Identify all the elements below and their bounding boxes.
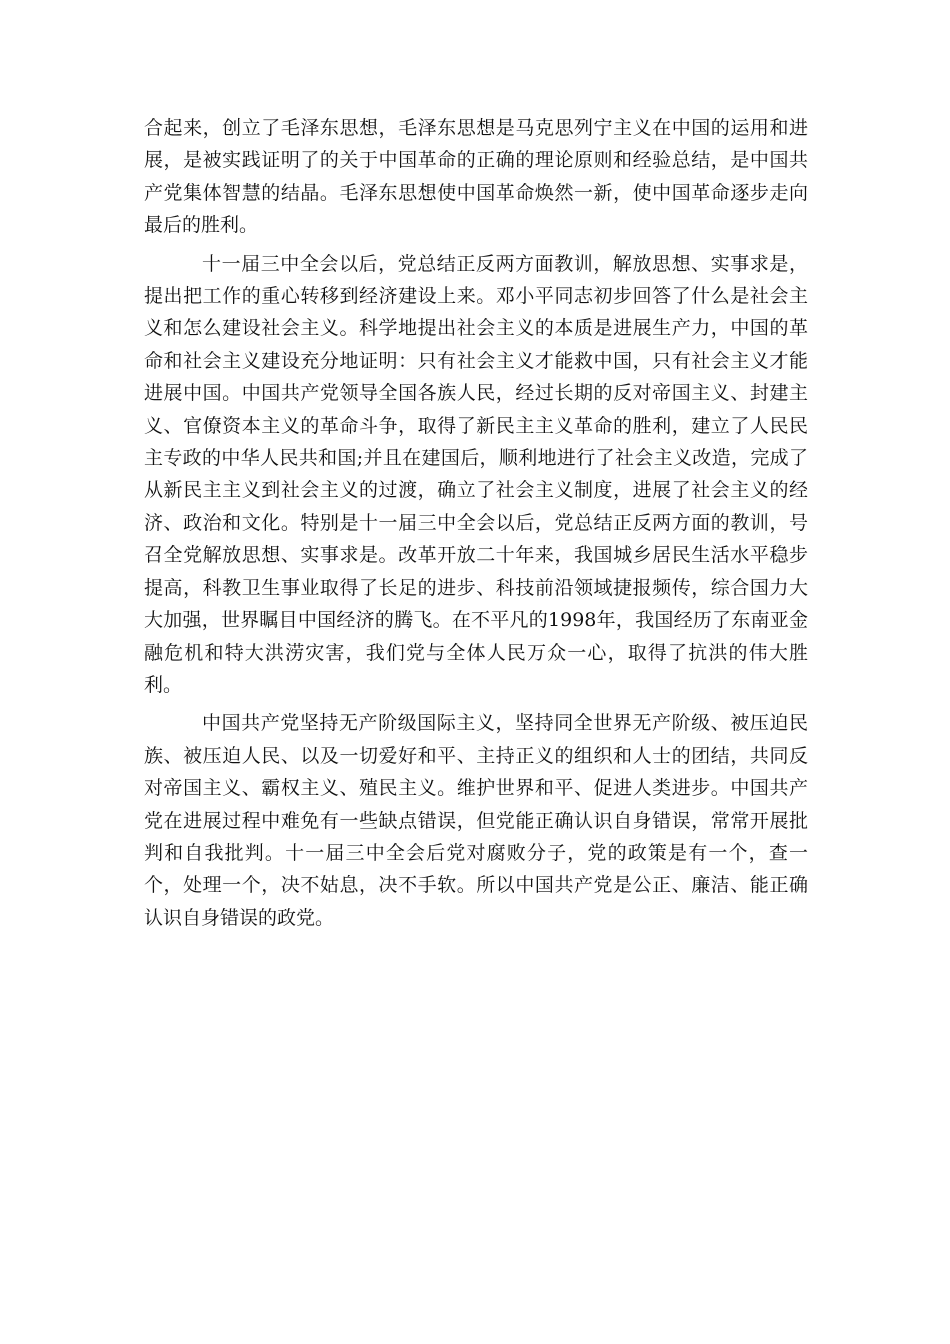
paragraph-3: 中国共产党坚持无产阶级国际主义，坚持同全世界无产阶级、被压迫民族、被压迫人民、以及一切爱好和平、主持正义的组织和人士的团结，共同反对帝国主义、霸权主义、殖民主义。维护世界和平、促进人类进步。中国共产党在进展过程中难免有一些缺点错误，但党能正确认识自身错误，常常开展批判和自我批判。十一届三中全会后党对腐败分子，党的政策是有一个，查一个，处理一个，决不姑息，决不手软。所以中国共产党是公正、廉洁、能正确认识自身错误的政党。 xyxy=(144,712,808,929)
document-body xyxy=(144,112,808,940)
paragraph-2: 十一届三中全会以后，党总结正反两方面教训，解放思想、实事求是，提出把工作的重心转移到经济建设上来。邓小平同志初步回答了什么是社会主义和怎么建设社会主义。科学地提出社会主义的本质是进展生产力，中国的革命和社会主义建设充分地证明：只有社会主义才能救中国，只有社会主义才能进展中国。中国共产党领导全国各族人民，经过长期的反对帝国主义、封建主义、官僚资本主义的革命斗争，取得了新民主主义革命的胜利，建立了人民民主专政的中华人民共和国;并且在建国后，顺利地进行了社会主义改造，完成了从新民主主义到社会主义的过渡，确立了社会主义制度，进展了社会主义的经济、政治和文化。特别是十一届三中全会以后，党总结正反两方面的教训，号召全党解放思想、实事求是。改革开放二十年来，我国城乡居民生活水平稳步提高，科教卫生事业取得了长足的进步、科技前沿领域捷报频传，综合国力大大加强，世界瞩目中国经济的腾飞。在不平凡的1998年，我国经历了东南亚金融危机和特大洪涝灾害，我们党与全体人民万众一心，取得了抗洪的伟大胜利。 xyxy=(144,252,808,696)
paragraph-1: 合起来，创立了毛泽东思想，毛泽东思想是马克思列宁主义在中国的运用和进展，是被实践证明了的关于中国革命的正确的理论原则和经验总结，是中国共产党集体智慧的结晶。毛泽东思想使中国革命焕然一新，使中国革命逐步走向最后的胜利。 xyxy=(144,117,808,237)
